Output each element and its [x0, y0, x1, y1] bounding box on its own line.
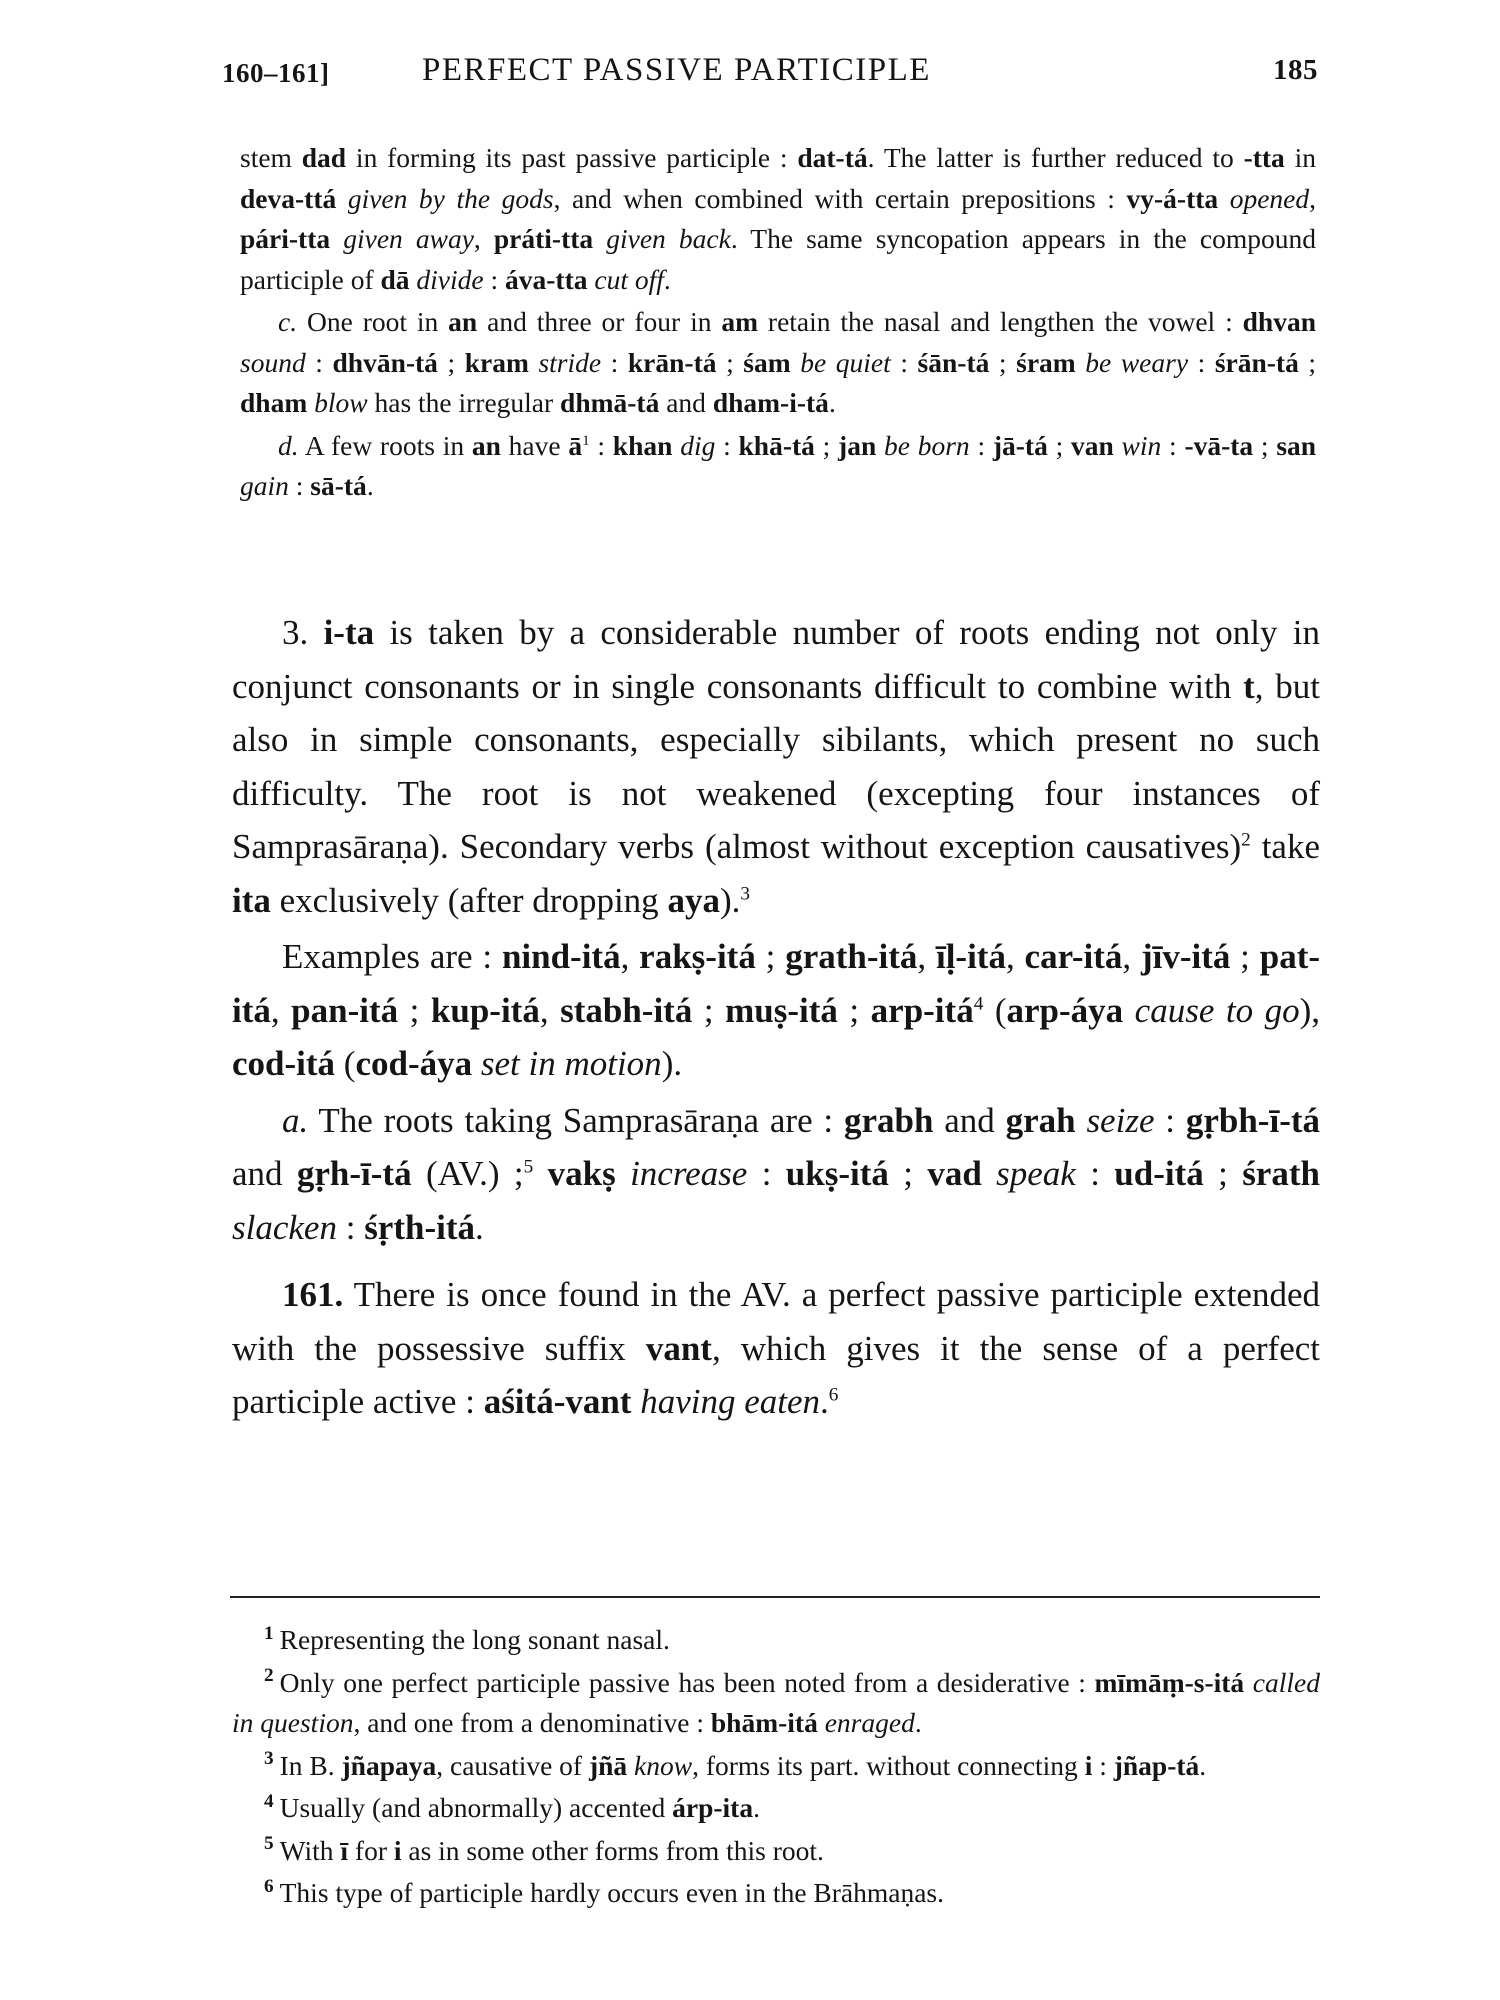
paragraph-continuation: stem dad in forming its past passive participle : dat-tá. The latter is further reduced to -tta in deva-ttá given by the gods, and when combined with certain prepositions : vy-á-tta opened, pári-tta given away, práti-tta given back. The same syncopation appears in the compound participle of dā divide : áva-tta cut off. — [240, 142, 1317, 295]
small-print-section — [240, 138, 1316, 509]
footnote-divider — [230, 1596, 1320, 1598]
paragraph-c: c. One root in an and three or four in am retain the nasal and lengthen the vowel : dhvan sound : dhvān-tá ; kram stride : krān-tá ; śam be quiet : śān-tá ; śram be weary : śrān-tá ; dham blow has the irregular dhmā-tá and dham-i-tá. — [240, 306, 1317, 418]
paragraph-3: 3. i-ta is taken by a considerable number of roots ending not only in conjunct consonants or in single consonants difficult to combine with t, but also in simple consonants, especially sibilants, which present no such difficulty. The root is not weakened (excepting four instances of Samprasāraṇa). Secondary verbs (almost without exception causatives)$^2$ take ita exclusively (after dropping aya).$^3$ — [232, 613, 1321, 920]
footnote-3: $^3$ In B. jñapaya, causative of jñā know, forms its part. without connecting i : jñap-tá. — [264, 1748, 1207, 1781]
footnote-2: $^2$ Only one perfect participle passive has been noted from a desiderative : mīmāṃ-s-itá called in question, and one from a denominative : bhām-itá enraged. — [232, 1665, 1320, 1738]
footnote-5: $^5$ With ī for i as in some other forms from this root. — [264, 1833, 824, 1866]
footnote-ref: 3 — [740, 882, 750, 904]
footnotes — [232, 1620, 1320, 1916]
page-number: 185 — [1273, 54, 1318, 86]
footnote-ref: 5 — [523, 1156, 534, 1178]
main-text-section — [232, 606, 1320, 1432]
footnote-ref: 6 — [828, 1384, 839, 1406]
footnote-ref: 1 — [582, 432, 590, 449]
page-title: PERFECT PASSIVE PARTICIPLE — [422, 52, 931, 88]
paragraph-d: d. A few roots in an have $ā^1$ : khan dig : khā-tá ; jan be born : jā-tá ; van win : -vā-ta ; san gain : sā-tá. — [240, 429, 1317, 501]
footnote-1: $^1$ Representing the long sonant nasal. — [264, 1622, 670, 1655]
paragraph-a: a. The roots taking Samprasāraṇa are : grabh and grah seize : gṛbh-ī-tá and gṛh-ī-tá (AV.) ;$^5$ vakṣ increase : ukṣ-itá ; vad speak : ud-itá ; śrath slacken : śṛth-itá. — [232, 1100, 1320, 1247]
footnote-6: $^6$ This type of participle hardly occurs even in the Brāhmaṇas. — [264, 1875, 944, 1908]
paragraph-examples: Examples are : nind-itá, rakṣ-itá ; grath-itá, īḷ-itá, car-itá, jīv-itá ; pat-itá, pan-itá ; kup-itá, stabh-itá ; muṣ-itá ; arp-itá$^4$ (arp-áya cause to go), cod-itá (cod-áya set in motion). — [232, 937, 1321, 1083]
footnote-4: $^4$ Usually (and abnormally) accented árp-ita. — [264, 1790, 760, 1823]
footnote-ref: 4 — [973, 992, 984, 1014]
running-head — [222, 52, 1318, 96]
section-161: 161. There is once found in the AV. a perfect passive participle extended with the possessive suffix vant, which gives it the sense of a perfect participle active : aśitá-vant having eaten.$^6$ — [232, 1275, 1320, 1421]
section-range: 160–161] — [222, 58, 330, 88]
footnote-ref: 2 — [1241, 829, 1251, 851]
